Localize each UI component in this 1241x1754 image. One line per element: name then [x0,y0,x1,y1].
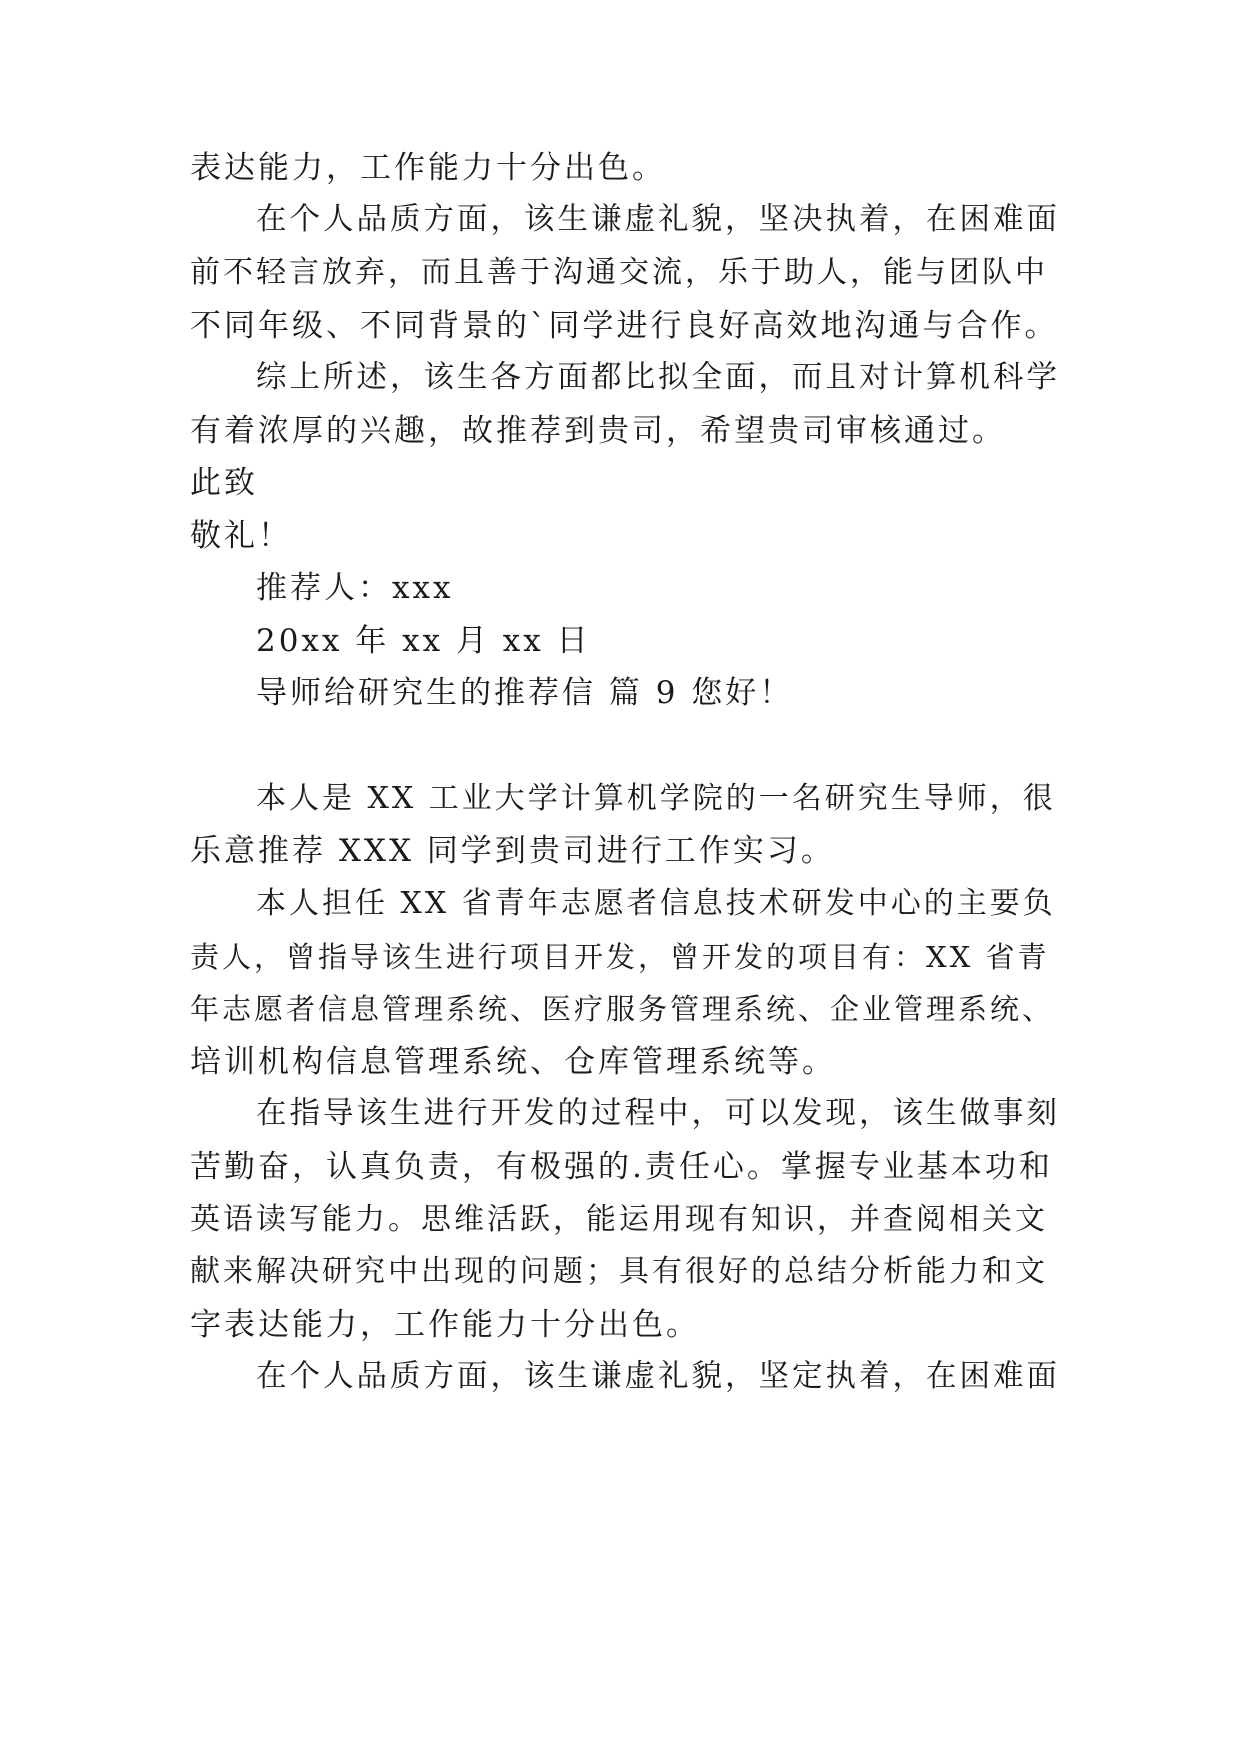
text-line: 表达能力，工作能力十分出色。 [190,150,666,186]
text-line: 培训机构信息管理系统、仓库管理系统等。 [190,1044,836,1080]
signature-line: 推荐人：xxx [256,570,454,606]
paragraph-start: 本人担任 XX 省青年志愿者信息技术研发中心的主要负 [256,886,1056,921]
text-line: 苦勤奋，认真负责，有极强的.责任心。掌握专业基本功和 [190,1149,1053,1185]
paragraph-start: 在指导该生进行开发的过程中，可以发现，该生做事刻 [256,1096,1060,1131]
text-line: 责人，曾指导该生进行项目开发，曾开发的项目有：XX 省青 [190,940,1050,974]
date-line: 20xx 年 xx 月 xx 日 [256,623,591,659]
paragraph-start: 在个人品质方面，该生谦虚礼貌，坚定执着，在困难面 [256,1359,1060,1394]
text-line: 有着浓厚的兴趣，故推荐到贵司，希望贵司审核通过。 [190,413,1006,449]
text-line: 前不轻言放弃，而且善于沟通交流，乐于助人，能与团队中 [190,255,1048,290]
paragraph-start: 综上所述，该生各方面都比拟全面，而且对计算机科学 [256,360,1060,395]
text-line: 献来解决研究中出现的问题；具有很好的总结分析能力和文 [190,1254,1048,1289]
paragraph-start: 本人是 XX 工业大学计算机学院的一名研究生导师，很 [256,781,1056,816]
closing-line: 此致 [190,465,258,501]
salutation-line: 敬礼！ [190,518,292,554]
text-line: 年志愿者信息管理系统、医疗服务管理系统、企业管理系统、 [190,992,1055,1026]
text-line: 字表达能力，工作能力十分出色。 [190,1307,700,1343]
text-line: 英语读写能力。思维活跃，能运用现有知识，并查阅相关文 [190,1202,1048,1237]
text-line: 乐意推荐 XXX 同学到贵司进行工作实习。 [190,833,835,869]
section-heading: 导师给研究生的推荐信 篇 9 您好！ [256,675,794,711]
text-line: 不同年级、不同背景的`同学进行良好高效地沟通与合作。 [190,308,1059,344]
paragraph-start: 在个人品质方面，该生谦虚礼貌，坚决执着，在困难面 [256,202,1060,237]
